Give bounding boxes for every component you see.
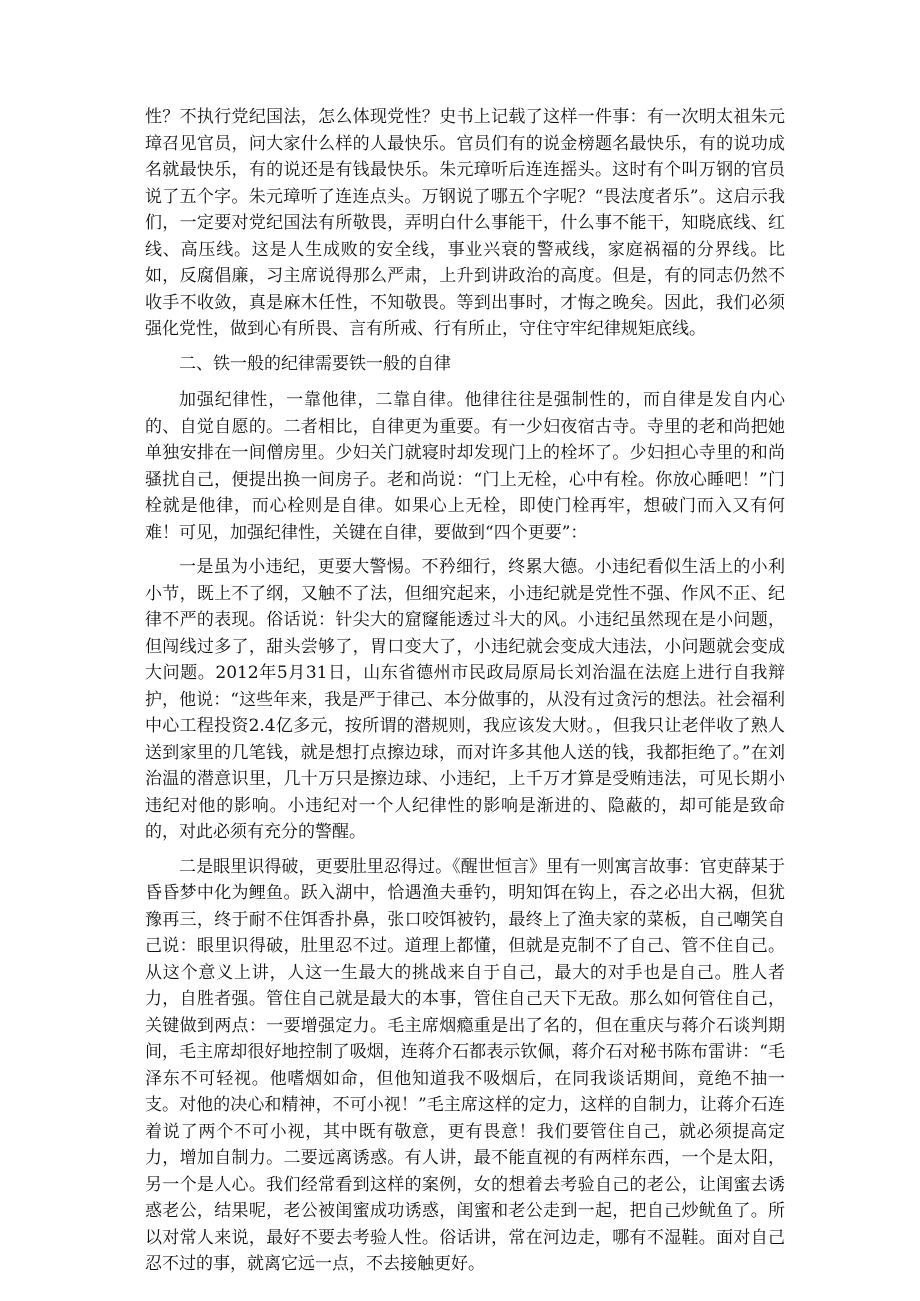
paragraph-self-discipline-intro: 加强纪律性，一靠他律，二靠自律。他律往往是强制性的，而自律是发自内心的、自觉自愿的。二者相比，自律更为重要。有一少妇夜宿古寺。寺里的老和尚把她单独安排在一间僧房里。少妇关门就寝时却发现门上的栓坏了。少妇担心寺里的和尚骚扰自己，便提出换一间房子。老和尚说：“门上无栓，心中有栓。你放心睡吧！”门栓就是他律，而心栓则是自律。如果心上无栓，即使门栓再牢，想破门而入又有何难！可见，加强纪律性，关键在自律，要做到“四个更要”： [145,390,785,543]
document-page [145,104,785,1286]
paragraph-party-discipline: 性？不执行党纪国法，怎么体现党性？史书上记载了这样一件事：有一次明太祖朱元璋召见官员，问大家什么样的人最快乐。官员们有的说金榜题名最快乐，有的说功成名就最快乐，有的说还是有钱最快乐。朱元璋听后连连摇头。这时有个叫万钢的官员说了五个字。朱元璋听了连连点头。万钢说了哪五个字呢？“畏法度者乐”。这启示我们，一定要对党纪国法有所敬畏，弄明白什么事能干，什么事不能干，知晓底线、红线、高压线。这是人生成败的安全线，事业兴衰的警戒线，家庭祸福的分界线。比如，反腐倡廉，习主席说得那么严肃，上升到讲政治的高度。但是，有的同志仍然不收手不收敛，真是麻木任性，不知敬畏。等到出事时，才悔之晚矣。因此，我们必须强化党性，做到心有所畏、言有所戒、行有所止，守住守牢纪律规矩底线。 [145,107,785,339]
section-heading-self-discipline: 二、铁一般的纪律需要铁一般的自律 [179,353,451,374]
paragraph-minor-violations: 一是虽为小违纪，更要大警惕。不矜细行，终累大德。小违纪看似生活上的小利小节，既上不了纲，又触不了法，但细究起来，小违纪就是党性不强、作风不正、纪律不严的表现。俗话说：针尖大的窟窿能透过斗大的风。小违纪虽然现在是小问题，但闯线过多了，甜头尝够了，胃口变大了，小违纪就会变成大违法，小问题就会变成大问题。2012年5月31日，山东省德州市民政局原局长刘治温在法庭上进行自我辩护，他说：“这些年来，我是严于律己、本分做事的，从没有过贪污的想法。社会福利中心工程投资2.4亿多元，按所谓的潜规则，我应该发大财。，但我只让老伴收了熟人送到家里的几笔钱，就是想打点擦边球，而对许多其他人送的钱，我都拒绝了。”在刘治温的潜意识里，几十万只是擦边球、小违纪，上千万才算是受贿违法，可见长期小违纪对他的影响。小违纪对一个人纪律性的影响是渐进的、隐蔽的，却可能是致命的，对此必须有充分的警醒。 [145,557,785,842]
paragraph-self-control: 二是眼里识得破，更要肚里忍得过。《醒世恒言》里有一则寓言故事：官吏薛某于昏昏梦中化为鲤鱼。跃入湖中，恰遇渔夫垂钓，明知饵在钩上，吞之必出大祸，但犹豫再三，终于耐不住饵香扑鼻，张口咬饵被钓，最终上了渔夫家的菜板，自己嘲笑自己说：眼里识得破，肚里忍不过。道理上都懂，但就是克制不了自己、管不住自己。从这个意义上讲，人这一生最大的挑战来自于自己，最大的对手也是自己。胜人者力，自胜者强。管住自己就是最大的本事，管住自己天下无敌。那么如何管住自己，关键做到两点：一要增强定力。毛主席烟瘾重是出了名的，但在重庆与蒋介石谈判期间，毛主席却很好地控制了吸烟，连蒋介石都表示钦佩，蒋介石对秘书陈布雷讲：“毛泽东不可轻视。他嗜烟如命，但他知道我不吸烟后，在同我谈话期间，竟绝不抽一支。对他的决心和精神，不可小视！”毛主席这样的定力，这样的自制力，让蒋介石连着说了两个不可小视，其中既有敬意，更有畏意！我们要管住自己，就必须提高定力，增加自制力。二要远离诱惑。有人讲，最不能直视的有两样东西，一个是太阳，另一个是人心。我们经常看到这样的案例，女的想着去考验自己的老公，让闺蜜去诱惑老公，结果呢，老公被闺蜜成功诱惑，闺蜜和老公走到一起，把自己炒鱿鱼了。所以对常人来说，最好不要去考验人性。俗话讲，常在河边走，哪有不湿鞋。面对自己忍不过的事，就离它远一点，不去接触更好。 [145,856,785,1274]
